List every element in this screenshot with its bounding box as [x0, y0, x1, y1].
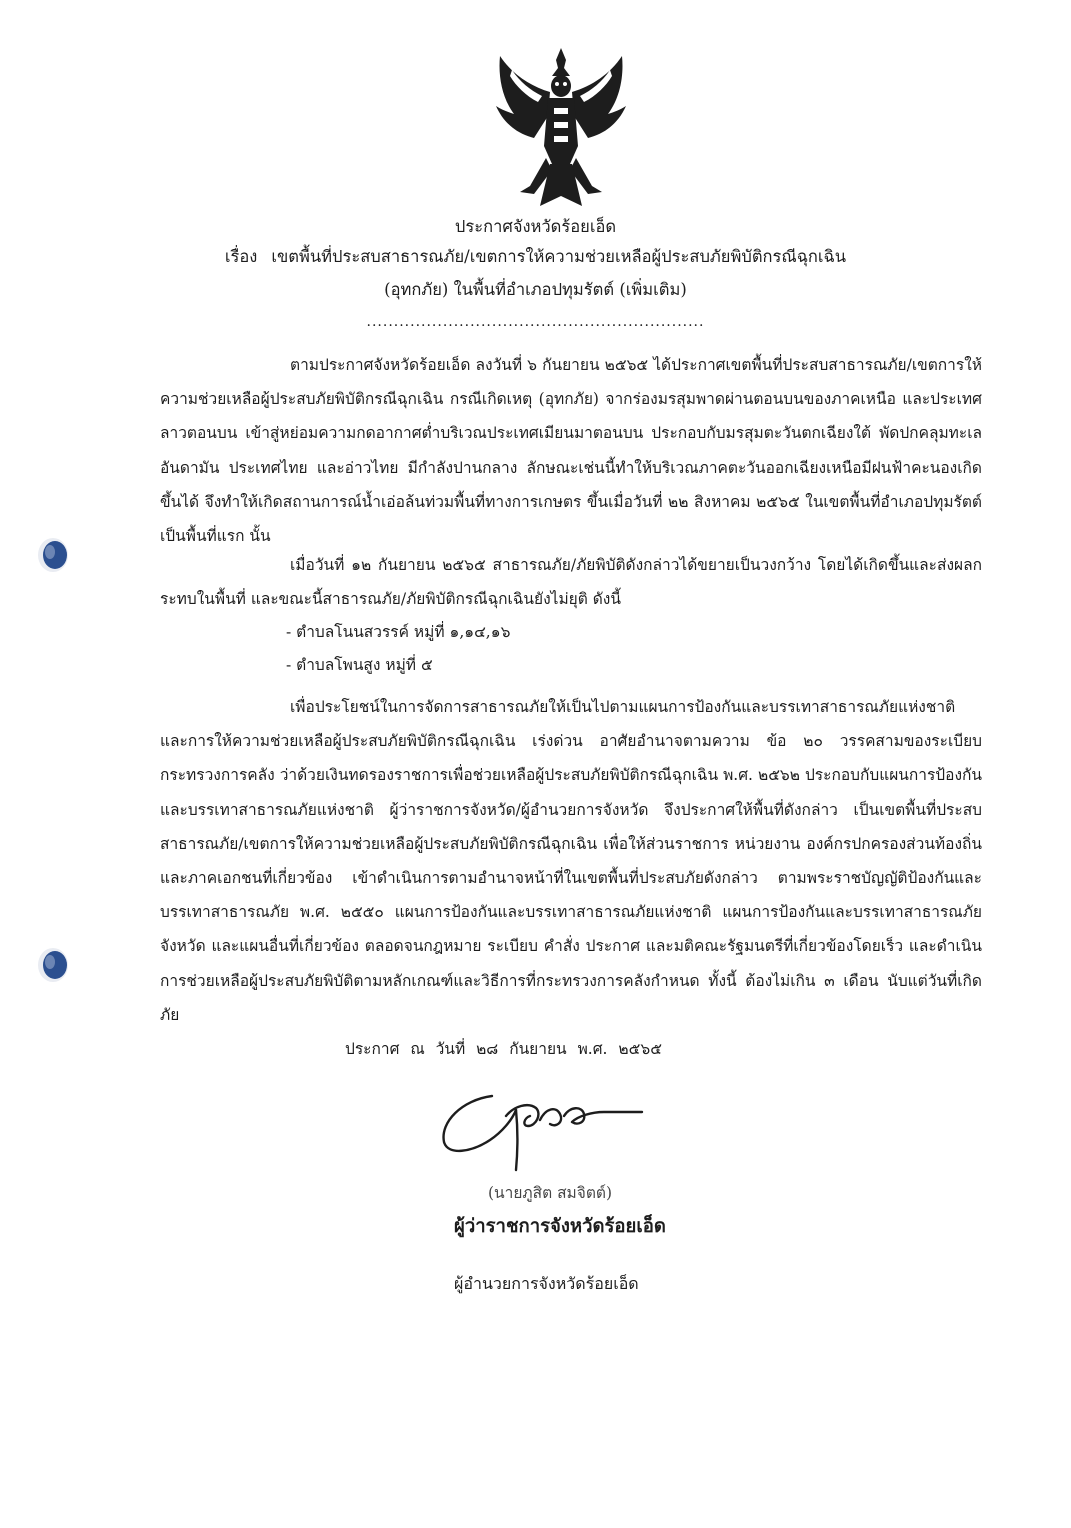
- paragraph-background: ตามประกาศจังหวัดร้อยเอ็ด ลงวันที่ ๖ กันยายน ๒๕๖๕ ได้ประกาศเขตพื้นที่ประสบสาธารณภัย/เขตการให้ความช่วยเหลือผู้ประสบภัยพิบัติกรณีฉุกเฉิน กรณีเกิดเหตุ (อุทกภัย) จากร่องมรสุมพาดผ่านตอนบนของภาคเหนือ และประเทศลาวตอนบน เข้าสู่หย่อมความกดอากาศต่ำบริเวณประเทศเมียนมาตอนบน ประกอบกับมรสุมตะวันตกเฉียงใต้ พัดปกคลุมทะเลอันดามัน ประเทศไทย และอ่าวไทย มีกำลังปานกลาง ลักษณะเช่นนี้ทำให้บริเวณภาคตะวันออกเฉียงเหนือมีฝนฟ้าคะนองเกิดขึ้นได้ จึงทำให้เกิดสถานการณ์น้ำเอ่อล้นท่วมพื้นที่ทางการเกษตร ขึ้นเมื่อวันที่ ๒๒ สิงหาคม ๒๕๖๕ ในเขตพื้นที่อำเภอปทุมรัตต์ เป็นพื้นที่แรก นั้น: [160, 356, 982, 546]
- subject-line-2: (อุทกภัย) ในพื้นที่อำเภอปทุมรัตต์ (เพิ่มเติม): [384, 280, 687, 299]
- separator-line: ..............................................................: [366, 314, 705, 330]
- signatory-name: (นายภูสิต สมจิตต์): [488, 1184, 613, 1202]
- announcement-subject: [0, 240, 1071, 306]
- list-item: - ตำบลโพนสูง หมู่ที่ ๕: [286, 656, 433, 674]
- signatory-position: ผู้ว่าราชการจังหวัดร้อยเอ็ด: [454, 1216, 666, 1237]
- paragraph-expansion: เมื่อวันที่ ๑๒ กันยายน ๒๕๖๕ สาธารณภัย/ภัยพิบัติดังกล่าวได้ขยายเป็นวงกว้าง โดยได้เกิดขึ้นและส่งผลกระทบในพื้นที่ และขณะนี้สาธารณภัย/ภัยพิบัติกรณีฉุกเฉินยังไม่ยุติ ดังนี้: [160, 556, 982, 609]
- garuda-emblem-icon: [490, 46, 632, 210]
- signatory-secondary-position: ผู้อำนวยการจังหวัดร้อยเอ็ด: [454, 1274, 639, 1293]
- handwritten-signature: [432, 1086, 652, 1176]
- subject-text-1: เขตพื้นที่ประสบสาธารณภัย/เขตการให้ความช่วยเหลือผู้ประสบภัยพิบัติกรณีฉุกเฉิน: [271, 247, 847, 266]
- punch-hole-icon: [36, 946, 70, 984]
- paragraph-declaration: เพื่อประโยชน์ในการจัดการสาธารณภัยให้เป็นไปตามแผนการป้องกันและบรรเทาสาธารณภัยแห่งชาติและการให้ความช่วยเหลือผู้ประสบภัยพิบัติกรณีฉุกเฉิน เร่งด่วน อาศัยอำนาจตามความ ข้อ ๒๐ วรรคสามของระเบียบกระทรวงการคลัง ว่าด้วยเงินทดรองราชการเพื่อช่วยเหลือผู้ประสบภัยพิบัติกรณีฉุกเฉิน พ.ศ. ๒๕๖๒ ประกอบกับแผนการป้องกันและบรรเทาสาธารณภัยแห่งชาติ ผู้ว่าราชการจังหวัด/ผู้อำนวยการจังหวัด จึงประกาศให้พื้นที่ดังกล่าว เป็นเขตพื้นที่ประสบสาธารณภัย/เขตการให้ความช่วยเหลือผู้ประสบภัยพิบัติกรณีฉุกเฉิน เพื่อให้ส่วนราชการ หน่วยงาน องค์กรปกครองส่วนท้องถิ่น และภาคเอกชนที่เกี่ยวข้อง เข้าดำเนินการตามอำนาจหน้าที่ในเขตพื้นที่ประสบภัยดังกล่าว ตามพระราชบัญญัติป้องกันและบรรเทาสาธารณภัย พ.ศ. ๒๕๕๐ แผนการป้องกันและบรรเทาสาธารณภัยแห่งชาติ แผนการป้องกันและบรรเทาสาธารณภัยจังหวัด และแผนอื่นที่เกี่ยวข้อง ตลอดจนกฎหมาย ระเบียบ คำสั่ง ประกาศ และมติคณะรัฐมนตรีที่เกี่ยวข้องโดยเร็ว และดำเนินการช่วยเหลือผู้ประสบภัยพิบัติตามหลักเกณฑ์และวิธีการที่กระทรวงการคลังกำหนด ทั้งนี้ ต้องไม่เกิน ๓ เดือน นับแต่วันที่เกิดภัย: [160, 698, 982, 1024]
- list-item: - ตำบลโนนสวรรค์ หมู่ที่ ๑,๑๔,๑๖: [286, 623, 511, 641]
- subject-label: เรื่อง: [224, 247, 258, 266]
- announcement-date: ประกาศ ณ วันที่ ๒๘ กันยายน พ.ศ. ๒๕๖๕: [345, 1040, 662, 1058]
- affected-area-list: [286, 616, 510, 682]
- subject-line-1: [0, 240, 1071, 273]
- punch-hole-icon: [36, 536, 70, 574]
- announcement-title: ประกาศจังหวัดร้อยเอ็ด: [454, 217, 617, 236]
